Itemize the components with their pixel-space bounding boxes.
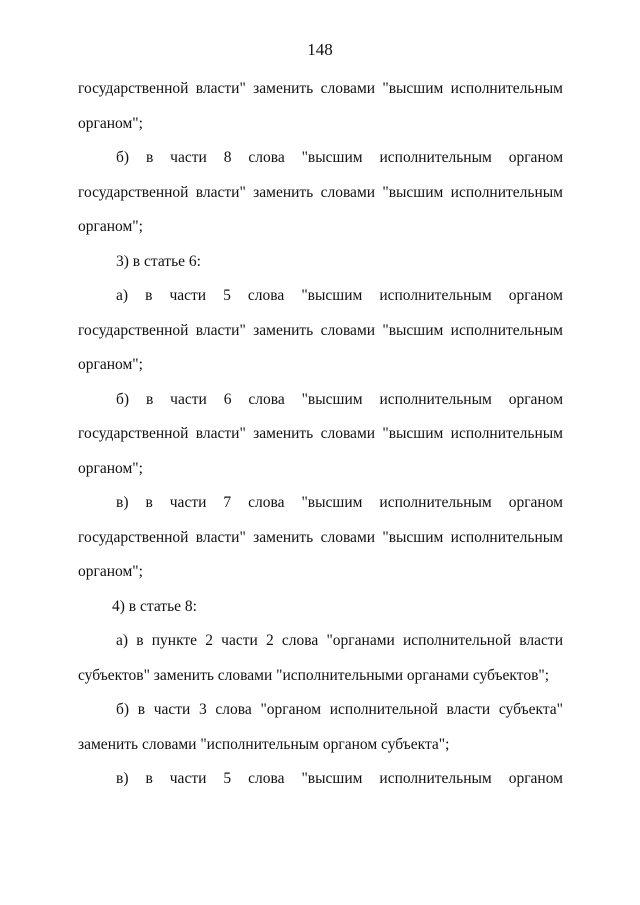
text-line: в) в части 5 слова "высшим исполнительным органом: [116, 770, 563, 787]
text-line: б) в части 3 слова "органом исполнительной власти субъекта": [116, 701, 563, 718]
text-line: б) в части 6 слова "высшим исполнительным органом: [116, 390, 563, 408]
text-line: заменить словами "исполнительным органом субъекта";: [78, 735, 450, 753]
text-line: государственной власти" заменить словами "высшим исполнительным: [78, 321, 563, 339]
document-body: [78, 72, 563, 797]
text-line: а) в пункте 2 части 2 слова "органами исполнительной власти: [116, 632, 563, 649]
text-line: б) в части 8 слова "высшим исполнительным органом: [116, 149, 563, 166]
text-line: органом";: [78, 459, 143, 477]
text-line: 4) в статье 8:: [112, 597, 197, 615]
text-line: органом";: [78, 114, 143, 132]
text-line: в) в части 7 слова "высшим исполнительным органом: [116, 494, 563, 511]
text-line: а) в части 5 слова "высшим исполнительным органом: [116, 287, 563, 304]
text-line: государственной власти" заменить словами "высшим исполнительным: [78, 528, 563, 546]
page-number: 148: [307, 40, 333, 59]
text-line: органом";: [78, 356, 143, 373]
text-line: 3) в статье 6:: [116, 252, 201, 270]
text-line: органом";: [78, 218, 143, 235]
text-line: органом";: [78, 563, 143, 580]
text-line: субъектов" заменить словами "исполнительными органами субъектов";: [78, 666, 550, 684]
text-line: государственной власти" заменить словами "высшим исполнительным: [78, 183, 563, 201]
text-line: государственной власти" заменить словами "высшим исполнительным: [78, 425, 563, 442]
text-line: государственной власти" заменить словами "высшим исполнительным: [78, 80, 563, 97]
